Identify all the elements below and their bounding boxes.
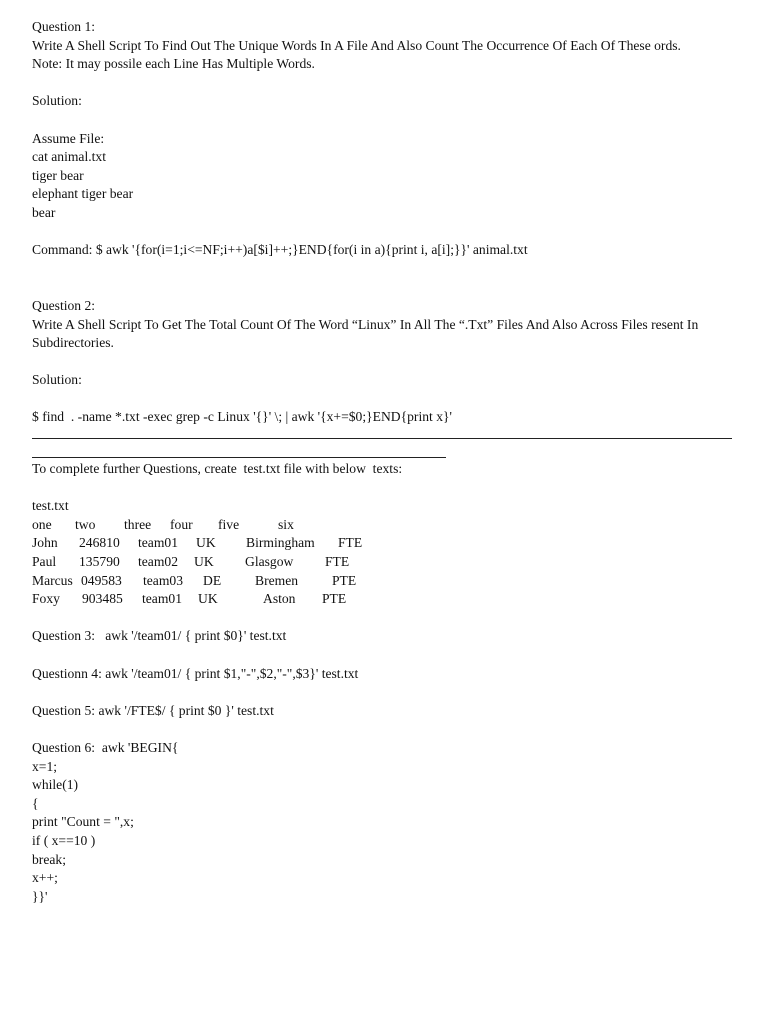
cell: Birmingham xyxy=(246,535,315,551)
cell: 903485 xyxy=(82,591,123,607)
q1-title: Question 1: xyxy=(32,19,96,34)
cell: Marcus xyxy=(32,572,73,588)
cell: Aston xyxy=(263,591,296,607)
q6-line: Question 6: awk 'BEGIN{ xyxy=(32,739,179,755)
q6-line: x=1; xyxy=(32,758,58,774)
cell: team02 xyxy=(138,554,179,570)
divider-line xyxy=(32,438,732,439)
cell: UK xyxy=(196,535,216,551)
q1-file-line: tiger bear xyxy=(32,167,84,183)
cell: UK xyxy=(198,591,218,607)
cell: 135790 xyxy=(79,554,120,570)
test-file-row xyxy=(32,572,734,591)
q6-line: if ( x==10 ) xyxy=(32,832,96,848)
q2-text: Write A Shell Script To Get The Total Count Of The Word “Linux” In All The “.Txt” Files And Also Across Files resent In Subdirectories. xyxy=(32,316,699,351)
q1-file-line: cat animal.txt xyxy=(32,149,106,165)
q6-line: print "Count = ",x; xyxy=(32,814,134,830)
header-cell: five xyxy=(218,516,240,532)
q6-line: { xyxy=(32,795,39,811)
cell: FTE xyxy=(338,535,363,551)
cell: PTE xyxy=(332,572,357,588)
cell: Bremen xyxy=(255,572,299,588)
test-file-header xyxy=(32,516,734,535)
q1-command: Command: $ awk '{for(i=1;i<=NF;i++)a[$i]++;}END{for(i in a){print i, a[i];}}' animal.txt xyxy=(32,242,528,258)
cell: Glasgow xyxy=(245,554,294,570)
cell: team01 xyxy=(142,591,183,607)
q3-line: Question 3: awk '/team01/ { print $0}' test.txt xyxy=(32,628,287,644)
divider-line-short xyxy=(32,457,446,458)
q6-line: x++; xyxy=(32,870,58,886)
q5-line: Question 5: awk '/FTE$/ { print $0 }' test.txt xyxy=(32,702,274,718)
q1-assume-label: Assume File: xyxy=(32,130,105,146)
document-page xyxy=(32,18,734,906)
q1-solution-label: Solution: xyxy=(32,93,82,109)
cell: Foxy xyxy=(32,591,60,607)
q2-title: Question 2: xyxy=(32,297,96,313)
cell: team03 xyxy=(143,572,184,588)
cell: 246810 xyxy=(79,535,120,551)
cell: Paul xyxy=(32,554,57,570)
q4-line: Questionn 4: awk '/team01/ { print $1,"-",$2,"-",$3}' test.txt xyxy=(32,665,359,681)
cell: UK xyxy=(194,554,214,570)
cell: team01 xyxy=(138,535,179,551)
header-cell: six xyxy=(278,516,294,532)
q2-solution-label: Solution: xyxy=(32,372,82,388)
header-cell: three xyxy=(124,516,152,532)
test-file-row xyxy=(32,553,734,572)
q1-note: Note: It may possile each Line Has Multiple Words. xyxy=(32,56,315,72)
q6-line: break; xyxy=(32,851,66,867)
q1-file-line: elephant tiger bear xyxy=(32,186,134,202)
cell: FTE xyxy=(325,554,350,570)
cell: PTE xyxy=(322,591,347,607)
header-cell: four xyxy=(170,516,193,532)
test-file-row xyxy=(32,534,734,553)
q6-line: }}' xyxy=(32,888,48,904)
cell: John xyxy=(32,535,58,551)
q1-file-line: bear xyxy=(32,204,56,220)
q1-text: Write A Shell Script To Find Out The Unique Words In A File And Also Count The Occurrence Of Each Of These ords. xyxy=(32,37,681,53)
q2-command: $ find . -name *.txt -exec grep -c Linux '{}' \; | awk '{x+=$0;}END{print x}' xyxy=(32,409,452,425)
q6-line: while(1) xyxy=(32,777,79,793)
intro-text: To complete further Questions, create test.txt file with below texts: xyxy=(32,461,403,477)
cell: DE xyxy=(203,572,222,588)
test-file-row xyxy=(32,590,734,609)
header-cell: one xyxy=(32,516,52,532)
test-file-name: test.txt xyxy=(32,498,69,514)
cell: 049583 xyxy=(81,572,122,588)
header-cell: two xyxy=(75,516,96,532)
